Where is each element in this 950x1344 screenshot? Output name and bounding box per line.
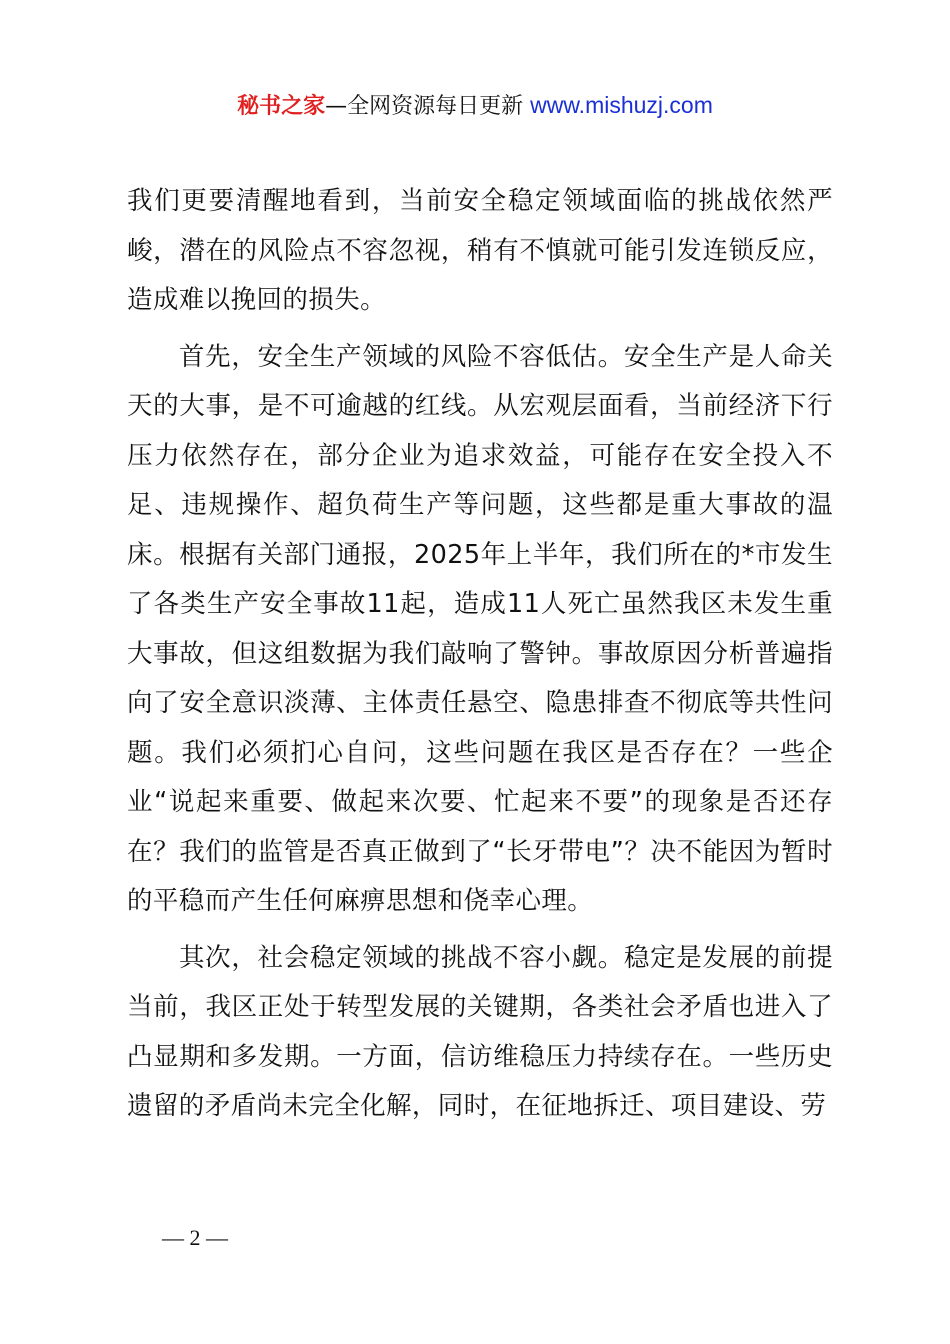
brand-name: 秘书之家 — [237, 94, 326, 119]
site-header — [0, 88, 950, 124]
header-slogan: —全网资源每日更新 — [325, 94, 524, 119]
paragraph-social-stability: 其次，社会稳定领域的挑战不容小觑。稳定是发展的前提当前，我区正处于转型发展的关键期，各类社会矛盾也进入了凸显期和多发期。一方面，信访维稳压力持续存在。一些历史遗留的矛盾尚未完全化解，同时，在征地拆迁、项目建设、劳 — [127, 942, 833, 1121]
paragraph-intro: 我们更要清醒地看到，当前安全稳定领域面临的挑战依然严峻，潜在的风险点不容忽视，稍有不慎就可能引发连锁反应，造成难以挽回的损失。 — [127, 186, 833, 315]
paragraph-safety-production: 首先，安全生产领域的风险不容低估。安全生产是人命关天的大事，是不可逾越的红线。从宏观层面看，当前经济下行压力依然存在，部分企业为追求效益，可能存在安全投入不足、违规操作、超负荷生产等问题，这些都是重大事故的温床。根据有关部门通报，2025年上半年，我们所在的*市发生了各类生产安全事故11起，造成11人死亡虽然我区未发生重大事故，但这组数据为我们敲响了警钟。事故原因分析普遍指向了安全意识淡薄、主体责任悬空、隐患排查不彻底等共性问题。我们必须扪心自问，这些问题在我区是否存在？一些企业“说起来重要、做起来次要、忙起来不要”的现象是否还存在？我们的监管是否真正做到了“长牙带电”？决不能因为暂时的平稳而产生任何麻痹思想和侥幸心理。 — [127, 341, 833, 916]
document-body — [127, 177, 833, 1139]
page-number: — 2 — — [162, 1225, 228, 1250]
site-url-link[interactable]: www.mishuzj.com — [530, 92, 713, 118]
